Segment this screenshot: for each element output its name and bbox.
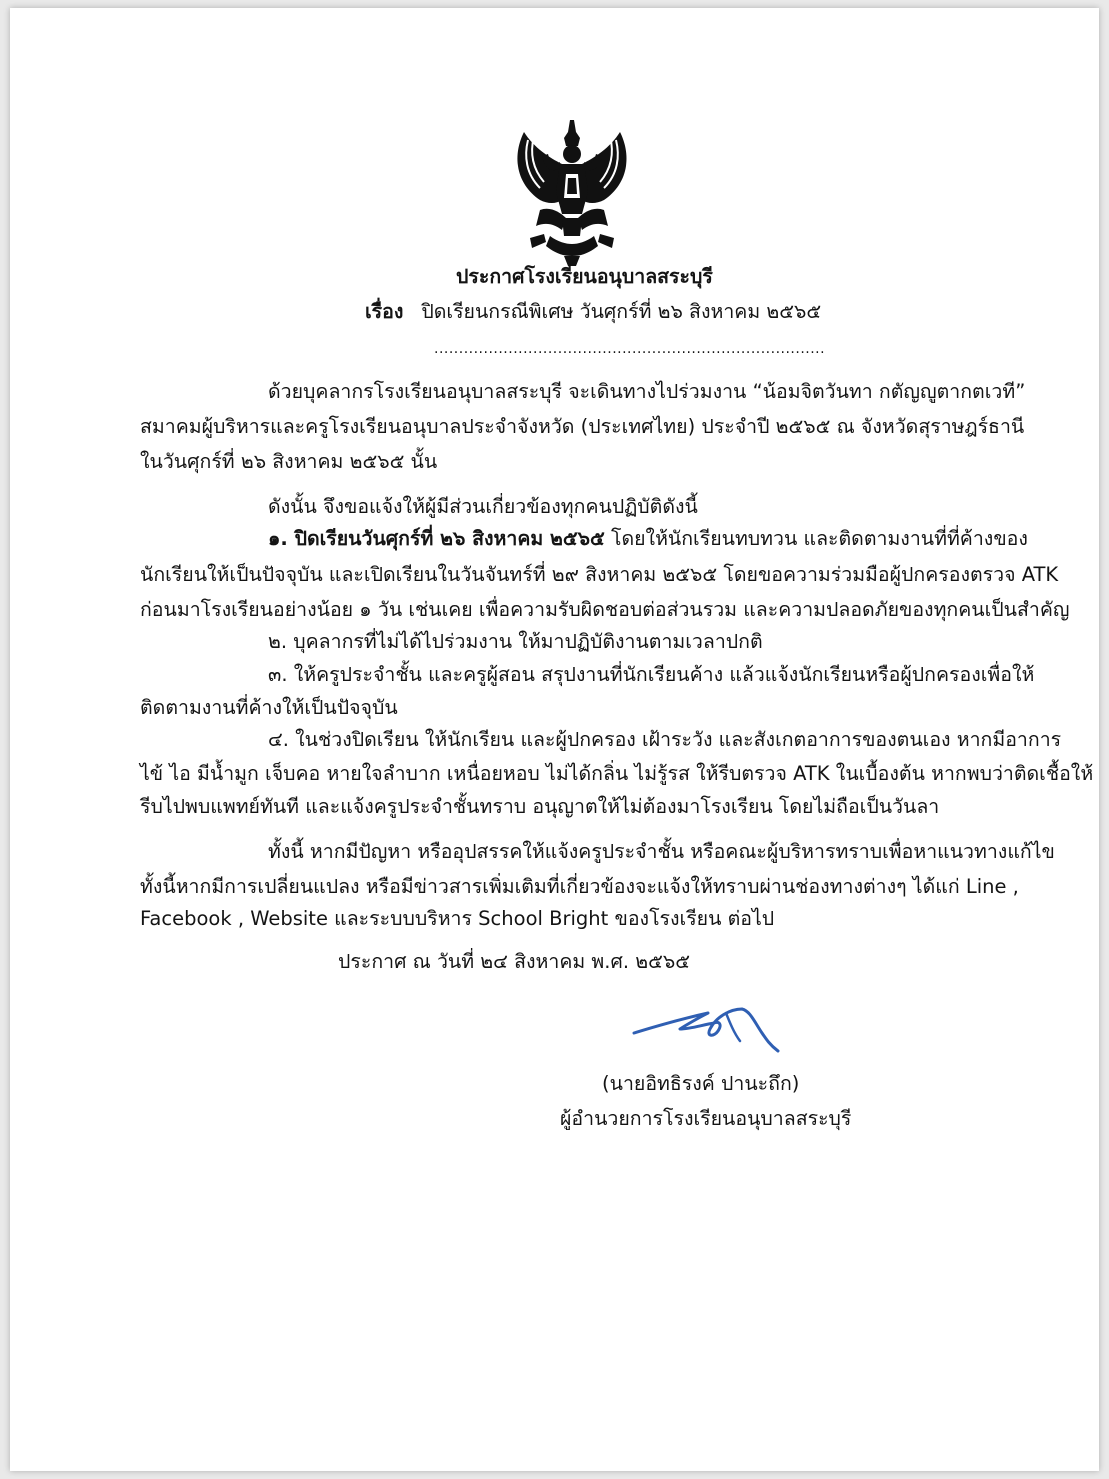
item-4-line-3: รีบไปพบแพทย์ทันที และแจ้งครูประจำชั้นทราบ อนุญาตให้ไม่ต้องมาโรงเรียน โดยไม่ถือเป็นวันลา [140, 795, 940, 818]
subject-line [365, 298, 821, 326]
item-4-line-2: ไข้ ไอ มีน้ำมูก เจ็บคอ หายใจลำบาก เหนื่อยหอบ ไม่ได้กลิ่น ไม่รู้รส ให้รีบตรวจ ATK ในเบื้องต้น หากพบว่าติดเชื้อให้ [140, 762, 1094, 785]
garuda-emblem-icon [510, 118, 635, 268]
item-2-line: ๒. บุคลากรที่ไม่ได้ไปร่วมงาน ให้มาปฏิบัติงานตามเวลาปกติ [268, 630, 763, 653]
divider-dots: ............................................................................... [434, 341, 826, 357]
therefore-line: ดังนั้น จึงขอแจ้งให้ผู้มีส่วนเกี่ยวข้องทุกคนปฏิบัติดังนี้ [268, 495, 698, 518]
item-3-line-1: ๓. ให้ครูประจำชั้น และครูผู้สอน สรุปงานที่นักเรียนค้าง แล้วแจ้งนักเรียนหรือผู้ปกครองเพื่อให้ [268, 663, 1035, 686]
closing-line-2: ทั้งนี้หากมีการเปลี่ยนแปลง หรือมีข่าวสารเพิ่มเติมที่เกี่ยวข้องจะแจ้งให้ทราบผ่านช่องทางต่างๆ ได้แก่ Line , [140, 875, 1019, 898]
item-1-line-2: นักเรียนให้เป็นปัจจุบัน และเปิดเรียนในวันจันทร์ที่ ๒๙ สิงหาคม ๒๕๖๕ โดยขอความร่วมมือผู้ปกครองตรวจ ATK [140, 563, 1059, 586]
document-page [10, 8, 1099, 1471]
announced-date: ประกาศ ณ วันที่ ๒๔ สิงหาคม พ.ศ. ๒๕๖๕ [338, 950, 690, 973]
handwritten-signature [630, 1003, 780, 1068]
signer-position: ผู้อำนวยการโรงเรียนอนุบาลสระบุรี [560, 1107, 852, 1130]
intro-line-2: สมาคมผู้บริหารและครูโรงเรียนอนุบาลประจำจังหวัด (ประเทศไทย) ประจำปี ๒๕๖๕ ณ จังหวัดสุราษฎร์ธานี [140, 415, 1025, 438]
announcement-title: ประกาศโรงเรียนอนุบาลสระบุรี [456, 265, 713, 288]
closing-line-1: ทั้งนี้ หากมีปัญหา หรืออุปสรรคให้แจ้งครูประจำชั้น หรือคณะผู้บริหารทราบเพื่อหาแนวทางแก้ไข [268, 840, 1055, 863]
item-3-line-2: ติดตามงานที่ค้างให้เป็นปัจจุบัน [140, 696, 398, 719]
item-1-heading: ๑. ปิดเรียนวันศุกร์ที่ ๒๖ สิงหาคม ๒๕๖๕ [268, 527, 605, 550]
item-1-line-1 [268, 525, 1028, 553]
subject-text: ปิดเรียนกรณีพิเศษ วันศุกร์ที่ ๒๖ สิงหาคม ๒๕๖๕ [421, 300, 822, 323]
intro-line-1: ด้วยบุคลากรโรงเรียนอนุบาลสระบุรี จะเดินทางไปร่วมงาน “น้อมจิตวันทา กตัญญูตากตเวที” [268, 380, 1026, 403]
item-1-line-3: ก่อนมาโรงเรียนอย่างน้อย ๑ วัน เช่นเคย เพื่อความรับผิดชอบต่อส่วนรวม และความปลอดภัยของทุกคนเป็นสำคัญ [140, 598, 1070, 621]
item-4-line-1: ๔. ในช่วงปิดเรียน ให้นักเรียน และผู้ปกครอง เฝ้าระวัง และสังเกตอาการของตนเอง หากมีอาการ [268, 728, 1062, 751]
item-1-text: โดยให้นักเรียนทบทวน และติดตามงานที่ที่ค้างของ [604, 527, 1028, 550]
signer-name: (นายอิทธิรงค์ ปานะถึก) [602, 1072, 800, 1095]
subject-label: เรื่อง [365, 300, 404, 323]
closing-line-3: Facebook , Website และระบบบริหาร School Bright ของโรงเรียน ต่อไป [140, 907, 775, 930]
intro-line-3: ในวันศุกร์ที่ ๒๖ สิงหาคม ๒๕๖๕ นั้น [140, 450, 438, 473]
